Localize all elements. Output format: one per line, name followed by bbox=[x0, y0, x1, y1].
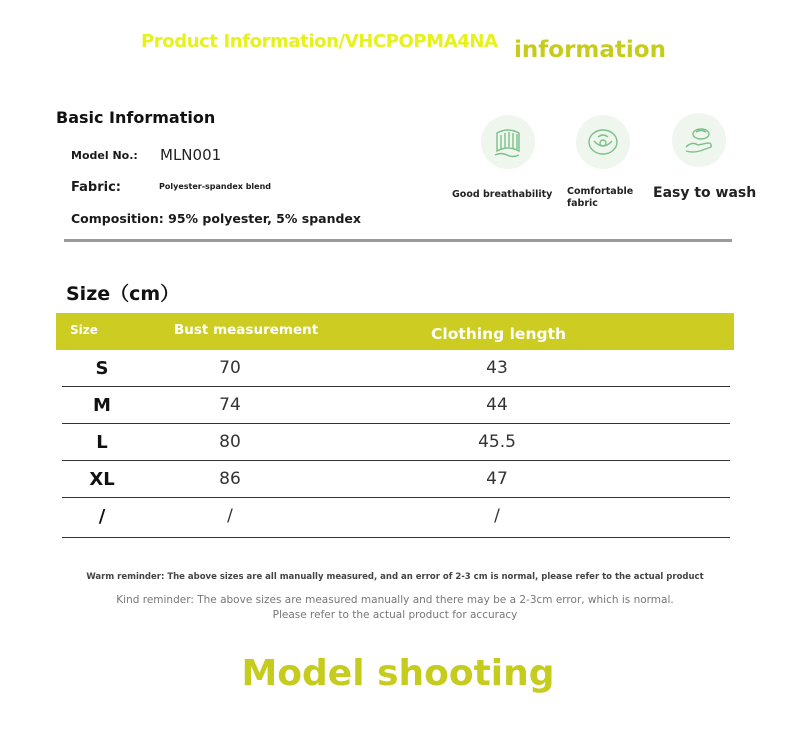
cell-size: / bbox=[98, 506, 106, 527]
header-size: Size bbox=[70, 323, 98, 337]
feature-label-comfortable bbox=[567, 186, 633, 210]
basic-info-heading: Basic Information bbox=[56, 108, 216, 127]
cell-length: / bbox=[494, 506, 500, 526]
table-row bbox=[62, 424, 730, 461]
header-length: Clothing length bbox=[431, 325, 567, 343]
cell-length: 44 bbox=[486, 395, 508, 415]
cell-bust: 86 bbox=[219, 469, 241, 489]
model-label: Model No.: bbox=[71, 149, 138, 162]
section-divider bbox=[64, 239, 732, 242]
cell-length: 47 bbox=[486, 469, 508, 489]
information-subtitle: information bbox=[514, 37, 666, 63]
feature-label-breathability: Good breathability bbox=[452, 189, 553, 200]
fabric-label: Fabric: bbox=[71, 180, 121, 195]
breathable-fabric-icon bbox=[481, 115, 535, 169]
easy-wash-icon bbox=[672, 113, 726, 167]
cell-bust: / bbox=[227, 506, 233, 526]
table-row bbox=[62, 498, 730, 538]
model-value: MLN001 bbox=[160, 146, 222, 164]
size-table-header bbox=[56, 313, 734, 350]
feature-label-comfortable-line1: Comfortable bbox=[567, 186, 634, 197]
kind-reminder-line1: Kind reminder: The above sizes are measured manually and there may be a 2-3cm error, which is normal. bbox=[116, 594, 674, 606]
cell-bust: 80 bbox=[219, 432, 241, 452]
cell-size: M bbox=[93, 395, 111, 416]
table-row bbox=[62, 387, 730, 424]
cell-size: S bbox=[95, 358, 109, 379]
product-info-title: Product Information/VHCPOPMA4NA bbox=[141, 31, 498, 52]
table-row bbox=[62, 461, 730, 498]
cell-size: L bbox=[96, 432, 108, 453]
kind-reminder bbox=[0, 593, 790, 623]
cell-size: XL bbox=[89, 469, 115, 490]
cell-bust: 70 bbox=[219, 358, 241, 378]
composition-text: Composition: 95% polyester, 5% spandex bbox=[71, 211, 361, 226]
fabric-value: Polyester-spandex blend bbox=[159, 182, 272, 191]
header-bust: Bust measurement bbox=[174, 322, 319, 338]
feature-label-easy-wash: Easy to wash bbox=[653, 185, 757, 201]
warm-reminder: Warm reminder: The above sizes are all manually measured, and an error of 2-3 cm is normal, please refer to the actual product bbox=[86, 572, 704, 582]
model-shooting-title: Model shooting bbox=[241, 653, 555, 694]
cell-length: 43 bbox=[486, 358, 508, 378]
comfortable-fabric-icon bbox=[576, 115, 630, 169]
table-row bbox=[62, 350, 730, 387]
size-table-title: Size（cm） bbox=[66, 283, 180, 305]
cell-length: 45.5 bbox=[478, 432, 516, 452]
feature-label-comfortable-line2: fabric bbox=[567, 198, 598, 209]
cell-bust: 74 bbox=[219, 395, 241, 415]
kind-reminder-line2: Please refer to the actual product for accuracy bbox=[272, 609, 518, 621]
